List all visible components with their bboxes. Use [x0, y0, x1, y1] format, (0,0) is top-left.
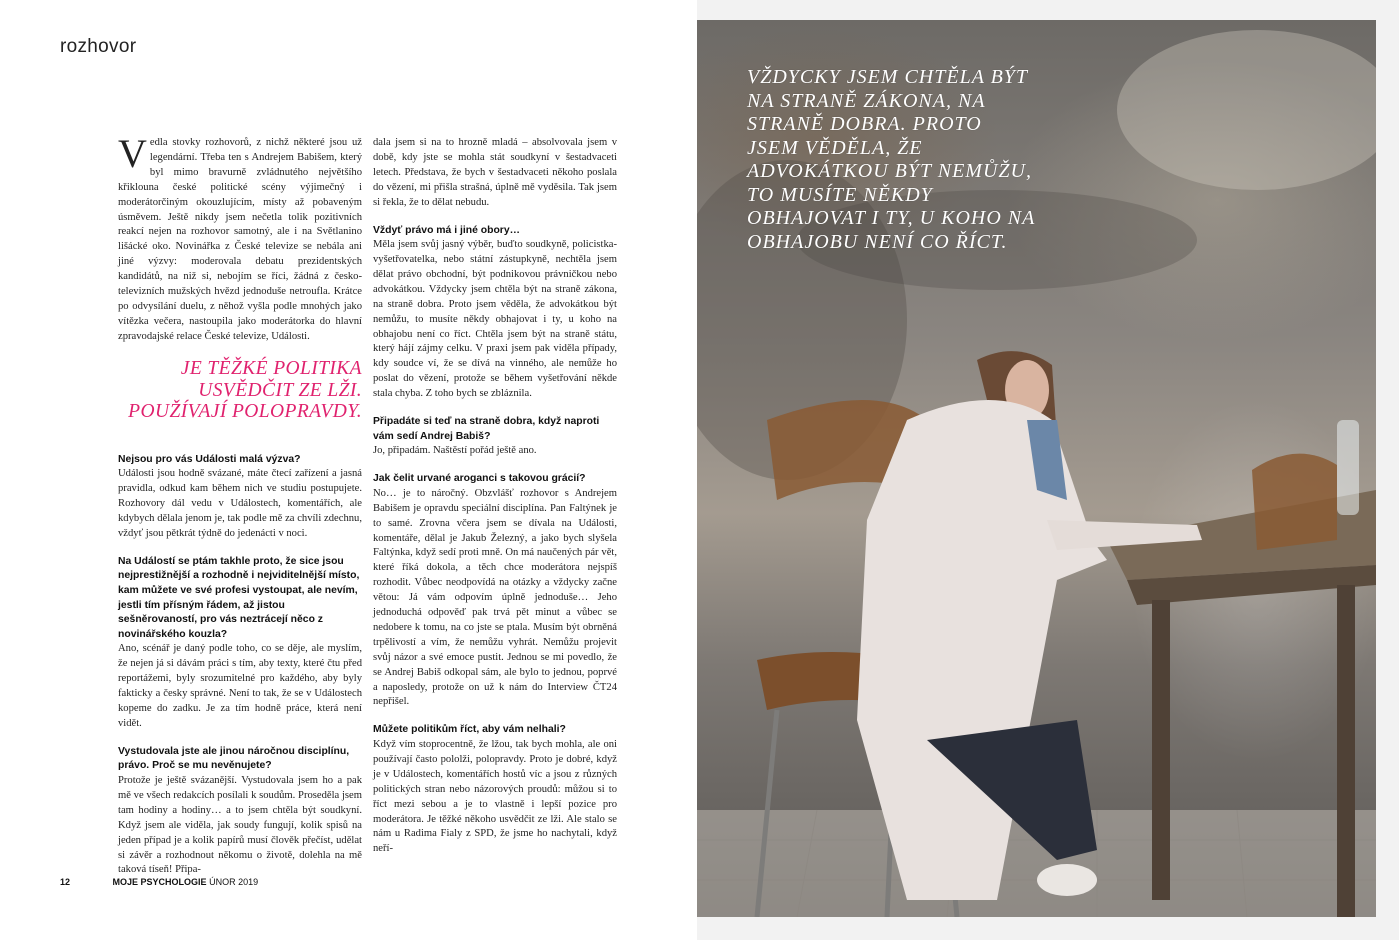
page-footer	[60, 877, 258, 887]
question: Vždyť právo má i jiné obory…	[373, 224, 521, 236]
answer: dala jsem si na to hrozně mladá – absolvovala jsem v době, kdy jste se mohla stát soudkyní v šestadvaceti letech. Představa, že bych v šestadvaceti někoho poslala do vězení, mi přišla strašná, úplně mě vyděsila. Tak jsem si řekla, že to dělat nebudu.	[373, 137, 617, 208]
table-leg	[1152, 600, 1170, 900]
page-number: 12	[60, 877, 71, 887]
question: Připadáte si teď na straně dobra, když naproti vám sedí Andrej Babiš?	[373, 416, 600, 442]
question: Jak čelit urvané aroganci s takovou grácií?	[373, 473, 586, 485]
magazine-name: MOJE PSYCHOLOGIE	[112, 877, 207, 887]
answer: Když vím stoprocentně, že lžou, tak bych mohla, ale oni používají často pololži, polopravdy. Proto je dobré, když je v Událostech, komentářích hostů víc a jsou z různých politických stran nebo názorových proudů: můžou si to říct mezi sebou a je to vlastně i lepší pozice pro moderátora. Je těžké někoho usvědčit ze lži. Ale stalo se nám u Radima Fialy z SPD, že jsme ho nachytali, když neří-	[373, 738, 617, 855]
wall-patch	[1117, 30, 1376, 190]
answer: No… je to náročný. Obzvlášť rozhovor s Andrejem Babišem je opravdu speciální disciplína. Pan Faltýnek je to samé. Zrovna včera jsem se dívala na Události, komentáře, dělal je Jakub Železný, a jako bych slyšela Faltýnka, když sedí proti mně. On má naučených pár vět, které říká dokola, a těch chce moderátora nejspíš rozhodit. Vůbec neodpovídá na otázky a vždycky začne větou: Já vám odpovím úplně jednoduše… Jeho jednoduchá odpověď pak trvá pět minut a vůbec se nedobere k tomu, na co jste se ptala. Musím být obrněná trpělivostí a vím, že nemůžu vyhrát. Nemůžu projevit svůj názor a své emoce pustit. Jednou se mi povedlo, že se Andrej Babiš odkopal sám, ale bylo to jednou, poprvé a naposledy, protože on už k nám do Interview ČT24 nepřišel.	[373, 487, 617, 708]
question: Nejsou pro vás Události malá výzva?	[118, 453, 301, 465]
issue-date: ÚNOR 2019	[209, 877, 259, 887]
glass-bottle	[1337, 420, 1359, 515]
photo-page	[697, 20, 1376, 917]
photo-quote: VŽDYCKY JSEM CHTĚLA BÝT NA STRANĚ ZÁKONA, NA STRANĚ DOBRA. PROTO JSEM VĚDĚLA, ŽE ADVOKÁTKOU BÝT NEMŮŽU, TO MUSÍTE NĚKDY OBHAJOVAT I TY, U KOHO NA OBHAJOBU NENÍ CO ŘÍCT.	[747, 66, 1035, 253]
sneakers	[1037, 864, 1097, 896]
answer: Měla jsem svůj jasný výběr, buďto soudkyně, policistka-vyšetřovatelka, nebo státní zástupkyně, nechtěla jsem dělat právo obchodní, být podnikovou právničkou nebo advokátkou. Vždycky jsem chtěla být na straně zákona, na straně dobra. Proto jsem věděla, že advokátkou být nemůžu, to musíte někdy obhajovat i ty, u koho na obhajobu není co říct. Chtěla jsem být na straně státu, který hájí zájmy celku. V praxi jsem pak viděla případy, kdy soudce ví, že se dívá na vinného, ale nemůže ho poslat do vězení, protože se během vyšetřování někde stala chyba. Z toho bych se zbláznila.	[373, 239, 617, 400]
drop-cap: V	[118, 131, 147, 176]
question: Vystudovala jste ale jinou náročnou disciplínu, právo. Proč se mu nevěnujete?	[118, 745, 350, 772]
section-label: rozhovor	[60, 36, 137, 57]
question: Můžete politikům říct, aby vám nelhali?	[373, 724, 566, 736]
article-column-1	[118, 131, 362, 878]
question: Na Událostí se ptám takhle proto, že sice jsou nejprestižnější a rozhodně i nejviditelnější místo, kam můžete ve své profesi vystoupat, ale nevím, jestli tím přísným řádem, až jistou sešněrovaností, pro vás neztrácejí něco z novinářského kouzla?	[118, 555, 360, 640]
chair-back-right	[1252, 454, 1337, 550]
answer: Události jsou hodně svázané, máte čtecí zařízení a jasná pravidla, odkud kam během nich ve studiu postupujete. Rozhovory dál vedu v Událostech, komentářích, ale kdybych dělala jenom je, tak podle mě za chvíli zdechnu, vždyť jsou pětkrát týdně do jedenácti v noci.	[118, 468, 362, 539]
answer: Jo, připadám. Naštěstí pořád ještě ano.	[373, 445, 537, 457]
left-page	[0, 0, 697, 940]
intro-paragraph: Vedla stovky rozhovorů, z nichž některé jsou už legendární. Třeba ten s Andrejem Babišem, který byl mimo bravurně zvládnutého největšího křiklouna české politické scény výjimečný i moderátorčiným okouzlujícím, místy až pobaveným úsměvem. Ještě nikdy jsem nečetla tolik pozitivních reakcí nejen na rozhovor samotný, ale i na Světlanino lišácké oko. Novinářka z České televize se nebála ani jiné výzvy: moderovala debatu prezidentských kandidátů, na niž si, nebojím se říci, žádná z českotelevizních mužských hvězd jednoduše netroufla. Krátce po odvysílání duelu, z něhož vyšla podle mnohých jako vítězka večera, nastoupila jako moderátorka do hlavní zpravodajské relace České televize, Události.	[118, 131, 362, 342]
answer: Protože je ještě svázanější. Vystudovala jsem ho a pak mě ve všech redakcích posílali k soudům. Proseděla jsem tam hodiny a hodiny… a to jsem chtěla být soudkyní. Když jsem ale viděla, jak soudy fungují, kolik spisů na jeden případ je a kolik papírů musí člověk přečíst, udělat si závěr a rozhodnout někomu o životě, dolehla na mě taková tíseň! Připa-	[118, 775, 362, 876]
table-leg	[1337, 585, 1355, 917]
pull-quote: JE TĚŽKÉ POLITIKA USVĚDČIT ZE LŽI. POUŽÍVAJÍ POLOPRAVDY.	[128, 358, 362, 422]
article-column-2	[373, 136, 617, 857]
answer: Ano, scénář je daný podle toho, co se děje, ale myslím, že nejen já si dávám práci s tím, aby texty, které čtu před reportážemi, byly srozumitelné pro každého, aby byly fakticky a česky správné. Není to tak, že se v Událostech kopeme do zadku. Je za tím hodně práce, která není vidět.	[118, 643, 362, 729]
